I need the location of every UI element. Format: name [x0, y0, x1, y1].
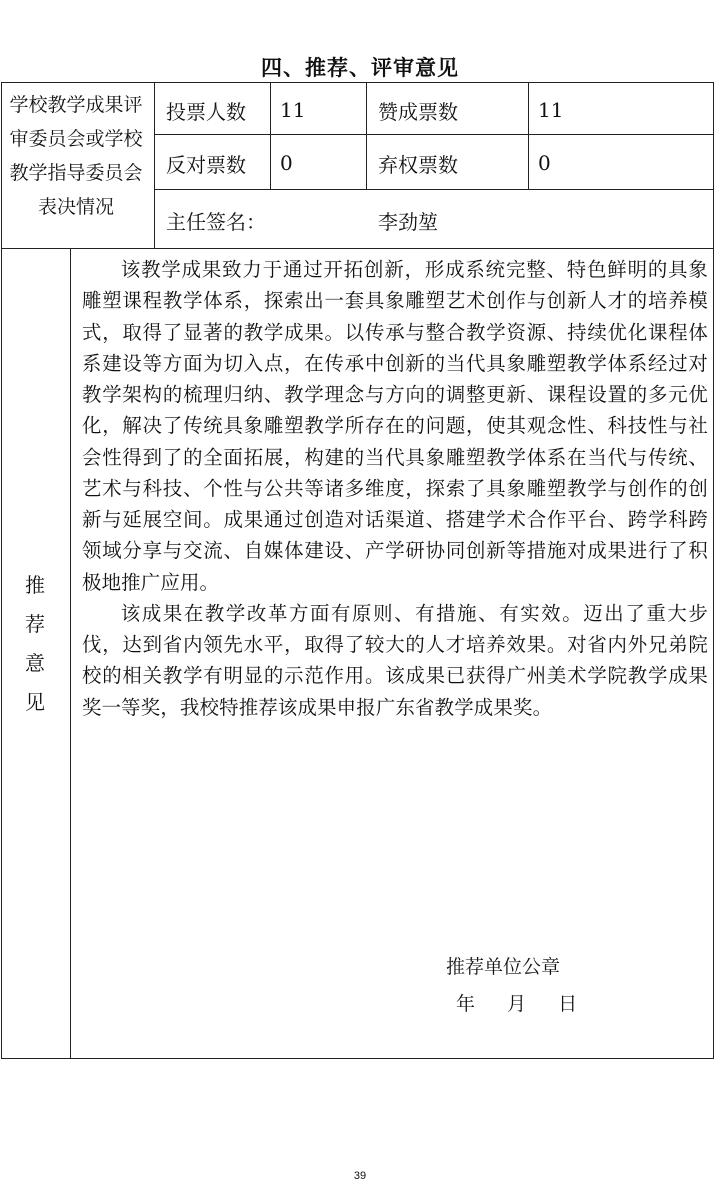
recommendation-paragraph: 该教学成果致力于通过开拓创新，形成系统完整、特色鲜明的具象雕塑课程教学体系，探索出一套具象雕塑艺术创作与创新人才的培养模式，取得了显著的教学成果。以传承与整合教学资源、持续优化课程体系建设等方面为切入点，在传承中创新的当代具象雕塑教学体系经过对教学架构的梳理归纳、教学理念与方向的调整更新、课程设置的多元优化，解决了传统具象雕塑教学所存在的问题，使其观念性、科技性与社会性得到了的全面拓展，构建的当代具象雕塑教学体系在当代与传统、艺术与科技、个性与公共等诸多维度，探索了具象雕塑教学与创作的创新与延展空间。成果通过创造对话渠道、搭建学术合作平台、跨学科跨领域分享与交流、自媒体建设、产学研协同创新等措施对成果进行了积极地推广应用。	[82, 258, 708, 594]
section-heading: 四、推荐、评审意见	[261, 55, 459, 80]
recommendation-text	[82, 254, 708, 723]
vote-total-value: 11	[280, 98, 306, 122]
column-divider	[70, 248, 71, 1059]
vote-for-label: 赞成票数	[378, 99, 458, 124]
vote-abstain-label: 弃权票数	[378, 152, 458, 177]
committee-label: 学校教学成果评审委员会或学校教学指导委员会表决情况	[9, 94, 143, 218]
recommendation-paragraph: 该成果在教学改革方面有原则、有措施、有实效。迈出了重大步伐，达到省内领先水平，取得了较大的人才培养效果。对省内外兄弟院校的相关教学有明显的示范作用。该成果已获得广州美术学院教学成果奖一等奖，我校特推荐该成果申报广东省教学成果奖。	[82, 601, 708, 719]
director-signature-label: 主任签名：	[166, 209, 266, 234]
vote-abstain-value: 0	[538, 151, 551, 175]
recommendation-side-text: 推荐意见	[25, 573, 45, 714]
row-divider	[154, 134, 714, 135]
date-day: 日	[558, 993, 578, 1015]
vote-against-value: 0	[280, 151, 293, 175]
unit-seal-label: 推荐单位公章	[446, 956, 561, 978]
vote-total-label: 投票人数	[166, 99, 246, 124]
date-line	[456, 989, 595, 1016]
vote-against-label: 反对票数	[166, 152, 246, 177]
row-divider	[1, 248, 714, 249]
row-divider	[154, 189, 714, 190]
column-divider	[366, 82, 367, 189]
vote-for-value: 11	[538, 98, 564, 122]
date-year: 年	[456, 993, 476, 1015]
page-number: 39	[353, 1170, 367, 1182]
director-signature-name: 李劲堃	[378, 209, 438, 234]
column-divider	[270, 82, 271, 189]
column-divider	[154, 82, 155, 248]
recommendation-side-label	[0, 566, 70, 722]
column-divider	[528, 82, 529, 189]
date-month: 月	[507, 993, 527, 1015]
